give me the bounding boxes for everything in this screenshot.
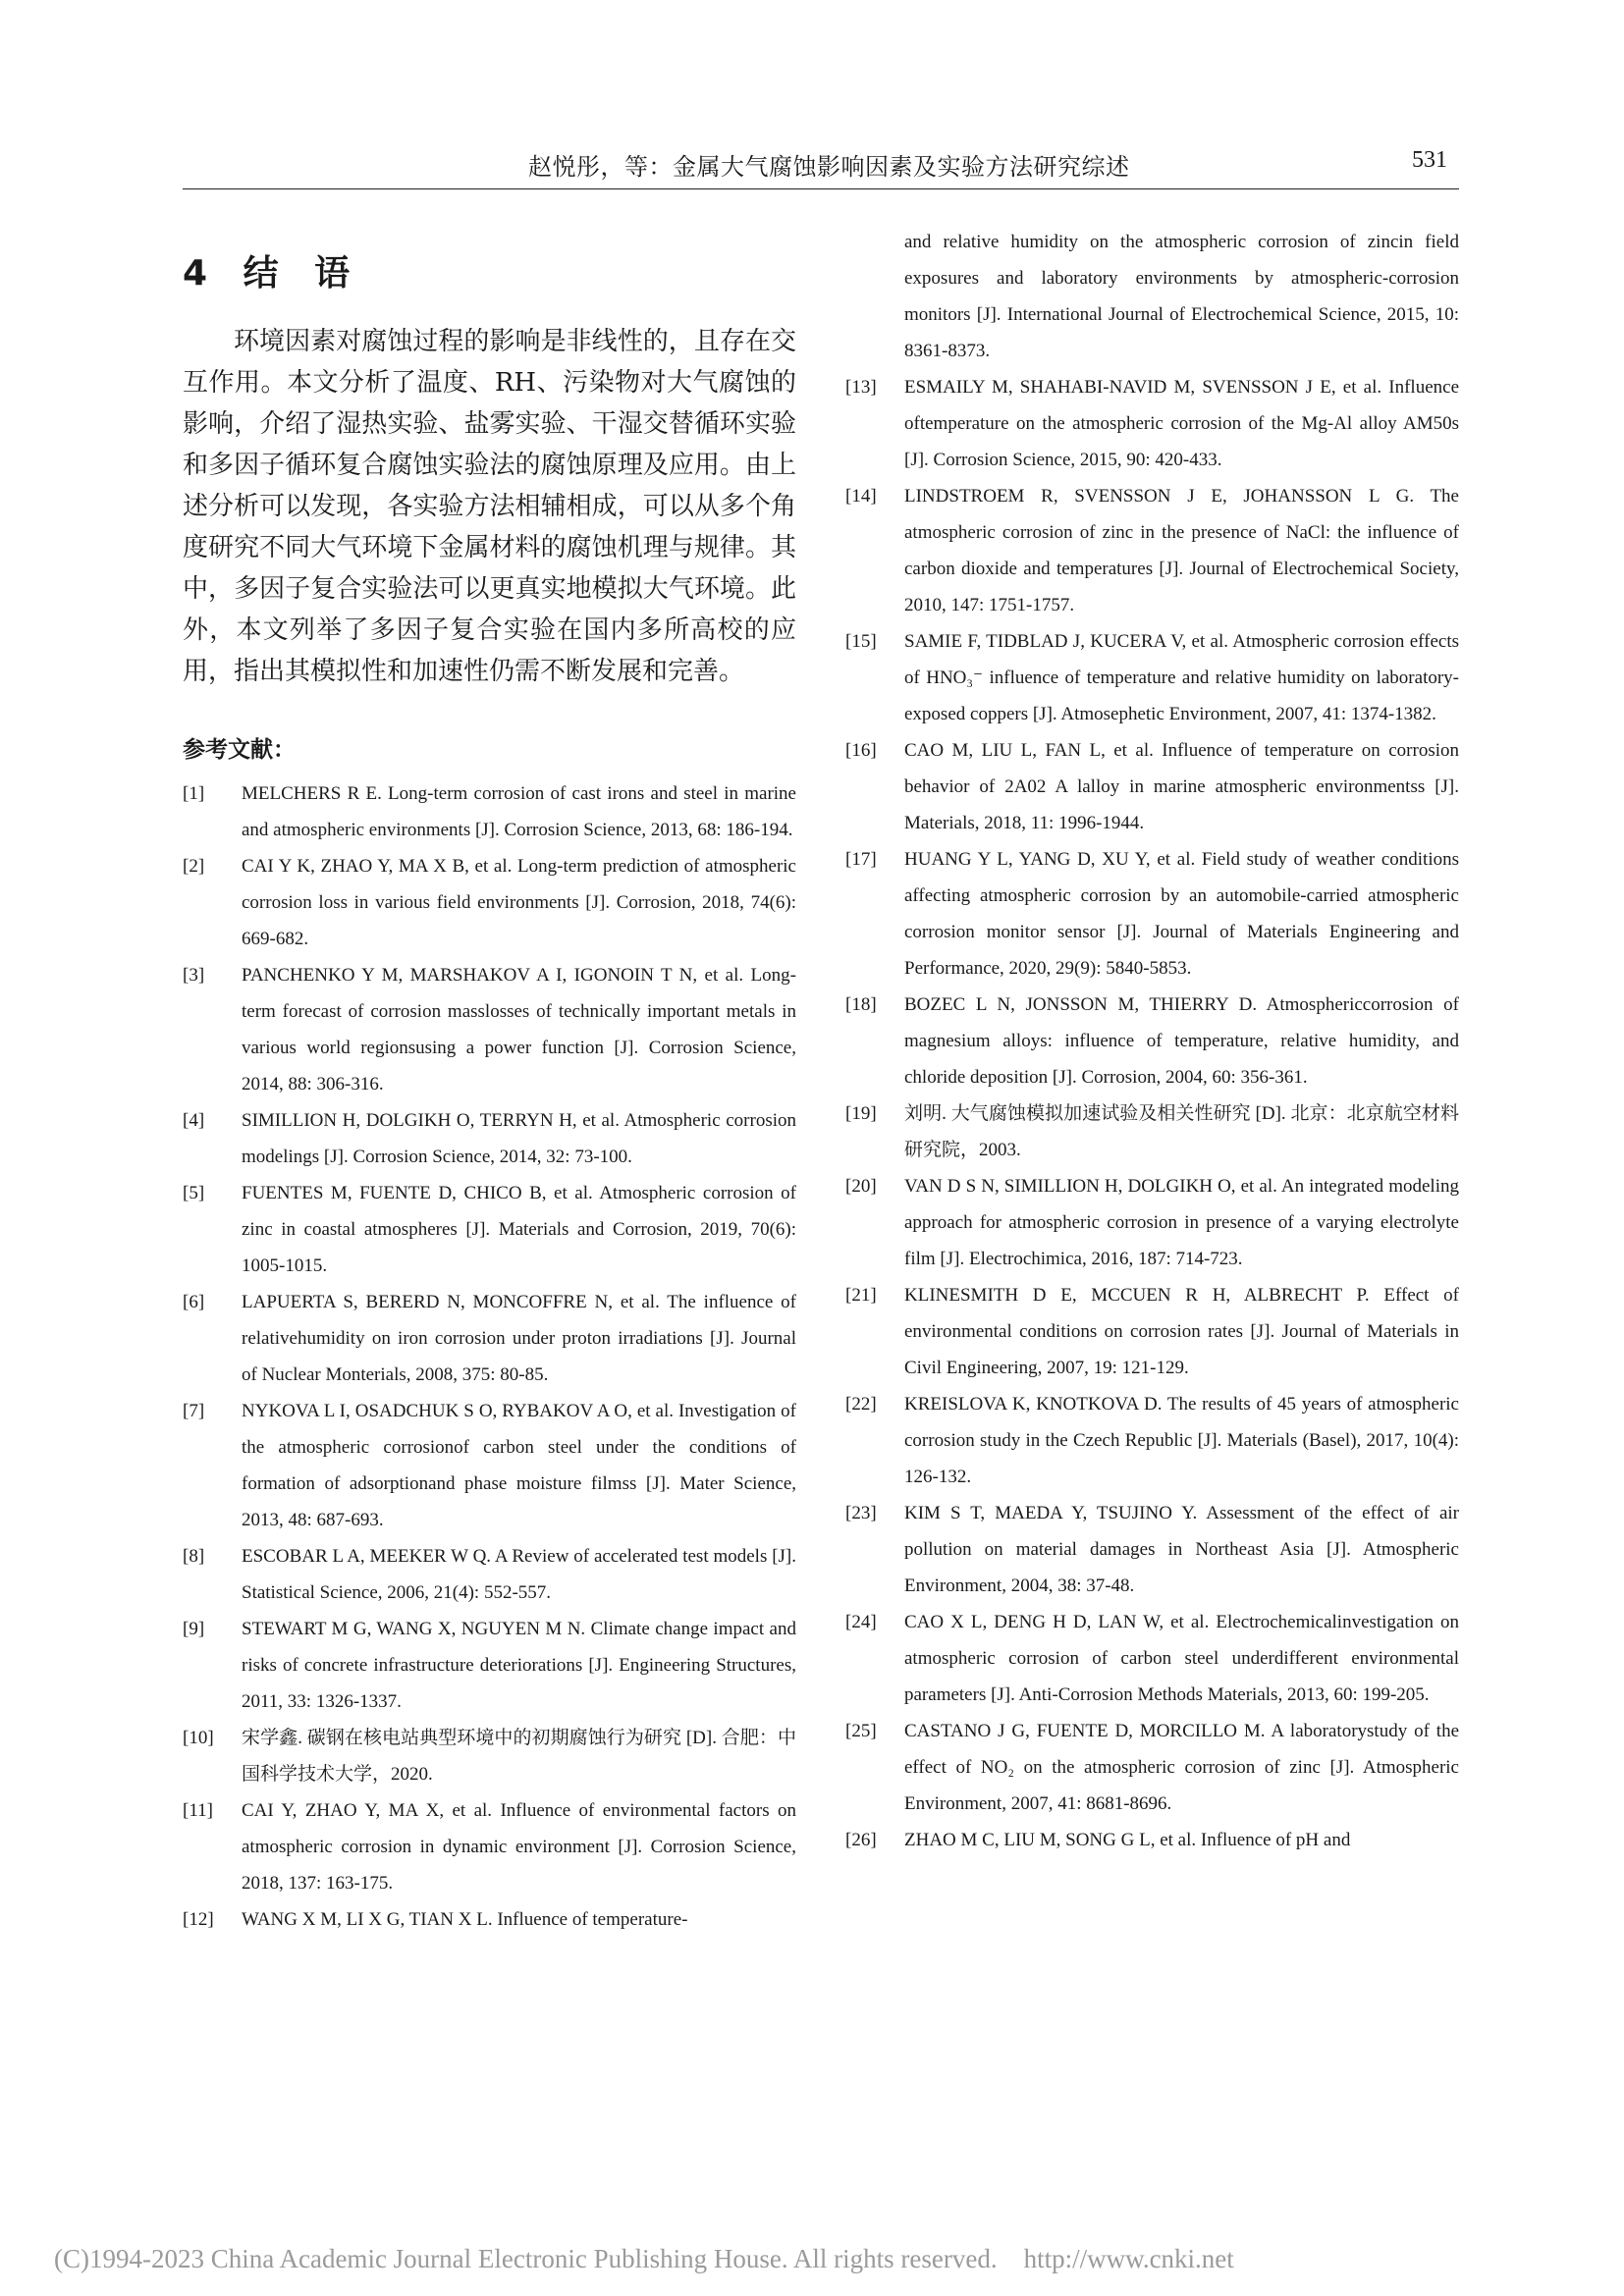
reference-item: [183, 1720, 796, 1792]
reference-number: [22]: [845, 1394, 877, 1415]
reference-number: [16]: [845, 740, 877, 761]
reference-item: [183, 1611, 796, 1720]
reference-text: SAMIE F, TIDBLAD J, KUCERA V, et al. Atmospheric corrosion effects of HNO₃⁻ influence of temperature and relative humidity on laboratory-exposed coppers [J]. Atmosephetic Environment, 2007, 41: 1374-1382.: [904, 631, 1459, 724]
reference-text: CAO M, LIU L, FAN L, et al. Influence of temperature on corrosion behavior of 2A02 A lalloy in marine atmospheric environmentss [J]. Materials, 2018, 11: 1996-1944.: [904, 740, 1459, 833]
reference-number: [13]: [845, 377, 877, 398]
reference-number: [6]: [183, 1292, 205, 1312]
reference-list-left: [183, 775, 796, 1938]
reference-text: WANG X M, LI X G, TIAN X L. Influence of temperature-: [242, 1909, 688, 1930]
reference-text: ESMAILY M, SHAHABI-NAVID M, SVENSSON J E, et al. Influence oftemperature on the atmospheric corrosion of the Mg-Al alloy AM50s [J]. Corrosion Science, 2015, 90: 420-433.: [904, 377, 1459, 470]
reference-text: LINDSTROEM R, SVENSSON J E, JOHANSSON L G. The atmospheric corrosion of zinc in the presence of NaCl: the influence of carbon dioxide and temperatures [J]. Journal of Electrochemical Society, 2010, 147: 1751-1757.: [904, 486, 1459, 615]
reference-number: [25]: [845, 1721, 877, 1741]
reference-item: [845, 841, 1459, 987]
reference-text: STEWART M G, WANG X, NGUYEN M N. Climate change impact and risks of concrete infrastructure deteriorations [J]. Engineering Structures, 2011, 33: 1326-1337.: [242, 1619, 796, 1712]
reference-item: [183, 1102, 796, 1175]
reference-text: CAO X L, DENG H D, LAN W, et al. Electrochemicalinvestigation on atmospheric corrosion of carbon steel underdifferent environmental parameters [J]. Anti-Corrosion Methods Materials, 2013, 60: 199-205.: [904, 1612, 1459, 1705]
section-title: 4 结 语: [183, 253, 362, 294]
reference-number: [5]: [183, 1183, 205, 1203]
reference-continuation: [845, 224, 1459, 369]
reference-number: [19]: [845, 1103, 877, 1124]
reference-text: FUENTES M, FUENTE D, CHICO B, et al. Atmospheric corrosion of zinc in coastal atmospheres [J]. Materials and Corrosion, 2019, 70(6): 1005-1015.: [242, 1183, 796, 1276]
reference-text: HUANG Y L, YANG D, XU Y, et al. Field study of weather conditions affecting atmospheric corrosion by an automobile-carried atmospheric corrosion monitor sensor [J]. Journal of Materials Engineering and Performance, 2020, 29(9): 5840-5853.: [904, 849, 1459, 979]
copyright-footer: (C)1994-2023 China Academic Journal Electronic Publishing House. All rights reserved. http://www.cnki.net: [54, 2244, 1234, 2273]
reference-item: [845, 1386, 1459, 1495]
reference-text: ZHAO M C, LIU M, SONG G L, et al. Influence of pH and: [904, 1830, 1351, 1850]
reference-text: VAN D S N, SIMILLION H, DOLGIKH O, et al. An integrated modeling approach for atmospheric corrosion in presence of a varying electrolyte film [J]. Electrochimica, 2016, 187: 714-723.: [904, 1176, 1459, 1269]
reference-item: [845, 1822, 1459, 1858]
reference-list-right: [845, 369, 1459, 1858]
reference-item: [183, 848, 796, 957]
reference-number: [7]: [183, 1401, 205, 1421]
reference-text: BOZEC L N, JONSSON M, THIERRY D. Atmosphericcorrosion of magnesium alloys: influence of temperature, relative humidity, and chloride deposition [J]. Corrosion, 2004, 60: 356-361.: [904, 994, 1459, 1088]
reference-item: [183, 1538, 796, 1611]
reference-number: [9]: [183, 1619, 205, 1639]
running-title: 赵悦彤，等：金属大气腐蚀影响因素及实验方法研究综述: [528, 153, 1130, 181]
left-column: [183, 236, 796, 1938]
reference-text: SIMILLION H, DOLGIKH O, TERRYN H, et al. Atmospheric corrosion modelings [J]. Corrosion Science, 2014, 32: 73-100.: [242, 1110, 796, 1167]
reference-item: [183, 1393, 796, 1538]
reference-text: 刘明. 大气腐蚀模拟加速试验及相关性研究 [D]. 北京：北京航空材料研究院，2003.: [904, 1103, 1459, 1160]
reference-item: [183, 1901, 796, 1938]
reference-number: [8]: [183, 1546, 205, 1567]
reference-item: [183, 775, 796, 848]
reference-number: [24]: [845, 1612, 877, 1632]
reference-number: [15]: [845, 631, 877, 652]
reference-item: [845, 1095, 1459, 1168]
reference-text: NYKOVA L I, OSADCHUK S O, RYBAKOV A O, et al. Investigation of the atmospheric corrosionof carbon steel under the conditions of formation of adsorptionand phase moisture filmss [J]. Mater Science, 2013, 48: 687-693.: [242, 1401, 796, 1530]
reference-text: KLINESMITH D E, MCCUEN R H, ALBRECHT P. Effect of environmental conditions on corrosion rates [J]. Journal of Materials in Civil Engineering, 2007, 19: 121-129.: [904, 1285, 1459, 1378]
reference-number: [17]: [845, 849, 877, 870]
reference-item: [183, 1792, 796, 1901]
reference-item: [845, 1168, 1459, 1277]
reference-item: [845, 369, 1459, 478]
reference-item: [845, 1495, 1459, 1604]
reference-number: [10]: [183, 1728, 214, 1748]
reference-item: [845, 1713, 1459, 1822]
reference-text: 宋学鑫. 碳钢在核电站典型环境中的初期腐蚀行为研究 [D]. 合肥：中国科学技术大学，2020.: [242, 1728, 796, 1785]
reference-number: [18]: [845, 994, 877, 1015]
reference-number: [3]: [183, 965, 205, 986]
reference-item: [845, 478, 1459, 623]
reference-text: PANCHENKO Y M, MARSHAKOV A I, IGONOIN T N, et al. Long-term forecast of corrosion masslosses of technically important metals in various world regionsusing a power function [J]. Corrosion Science, 2014, 88: 306-316.: [242, 965, 796, 1095]
reference-number: [11]: [183, 1800, 213, 1821]
reference-text: LAPUERTA S, BERERD N, MONCOFFRE N, et al. The influence of relativehumidity on iron corrosion under proton irradiations [J]. Journal of Nuclear Monterials, 2008, 375: 80-85.: [242, 1292, 796, 1385]
reference-item: [183, 957, 796, 1102]
reference-text: KREISLOVA K, KNOTKOVA D. The results of 45 years of atmospheric corrosion study in the Czech Republic [J]. Materials (Basel), 2017, 10(4): 126-132.: [904, 1394, 1459, 1487]
reference-number: [12]: [183, 1909, 214, 1930]
reference-text: CASTANO J G, FUENTE D, MORCILLO M. A laboratorystudy of the effect of NO₂ on the atmospheric corrosion of zinc [J]. Atmospheric Environment, 2007, 41: 8681-8696.: [904, 1721, 1459, 1814]
reference-number: [23]: [845, 1503, 877, 1523]
reference-number: [14]: [845, 486, 877, 507]
reference-number: [20]: [845, 1176, 877, 1197]
reference-item: [845, 623, 1459, 732]
reference-item: [183, 1175, 796, 1284]
reference-item: [845, 987, 1459, 1095]
references-heading: 参考文献：: [183, 737, 296, 763]
conclusion-paragraph: 环境因素对腐蚀过程的影响是非线性的，且存在交互作用。本文分析了温度、RH、污染物对大气腐蚀的影响，介绍了湿热实验、盐雾实验、干湿交替循环实验和多因子循环复合腐蚀实验法的腐蚀原理及应用。由上述分析可以发现，各实验方法相辅相成，可以从多个角度研究不同大气环境下金属材料的腐蚀机理与规律。其中，多因子复合实验法可以更真实地模拟大气环境。此外，本文列举了多因子复合实验在国内多所高校的应用，指出其模拟性和加速性仍需不断发展和完善。: [183, 327, 796, 686]
page-number: 531: [1412, 147, 1447, 173]
reference-text: ESCOBAR L A, MEEKER W Q. A Review of accelerated test models [J]. Statistical Science, 2006, 21(4): 552-557.: [242, 1546, 796, 1603]
reference-number: [26]: [845, 1830, 877, 1850]
reference-number: [2]: [183, 856, 205, 877]
reference-item: [845, 1277, 1459, 1386]
running-header: [183, 147, 1459, 189]
reference-item: [183, 1284, 796, 1393]
reference-text: MELCHERS R E. Long-term corrosion of cast irons and steel in marine and atmospheric environments [J]. Corrosion Science, 2013, 68: 186-194.: [242, 783, 796, 840]
right-column: [845, 224, 1459, 1858]
reference-text: CAI Y K, ZHAO Y, MA X B, et al. Long-term prediction of atmospheric corrosion loss in various field environments [J]. Corrosion, 2018, 74(6): 669-682.: [242, 856, 796, 949]
reference-item: [845, 1604, 1459, 1713]
reference-number: [21]: [845, 1285, 877, 1306]
reference-number: [4]: [183, 1110, 205, 1131]
reference-text: CAI Y, ZHAO Y, MA X, et al. Influence of environmental factors on atmospheric corrosion in dynamic environment [J]. Corrosion Science, 2018, 137: 163-175.: [242, 1800, 796, 1894]
reference-number: [1]: [183, 783, 205, 804]
reference-text: and relative humidity on the atmospheric corrosion of zincin field exposures and laboratory environments by atmospheric-corrosion monitors [J]. International Journal of Electrochemical Science, 2015, 10: 8361-8373.: [904, 232, 1459, 361]
reference-text: KIM S T, MAEDA Y, TSUJINO Y. Assessment of the effect of air pollution on material damages in Northeast Asia [J]. Atmospheric Environment, 2004, 38: 37-48.: [904, 1503, 1459, 1596]
reference-item: [845, 732, 1459, 841]
